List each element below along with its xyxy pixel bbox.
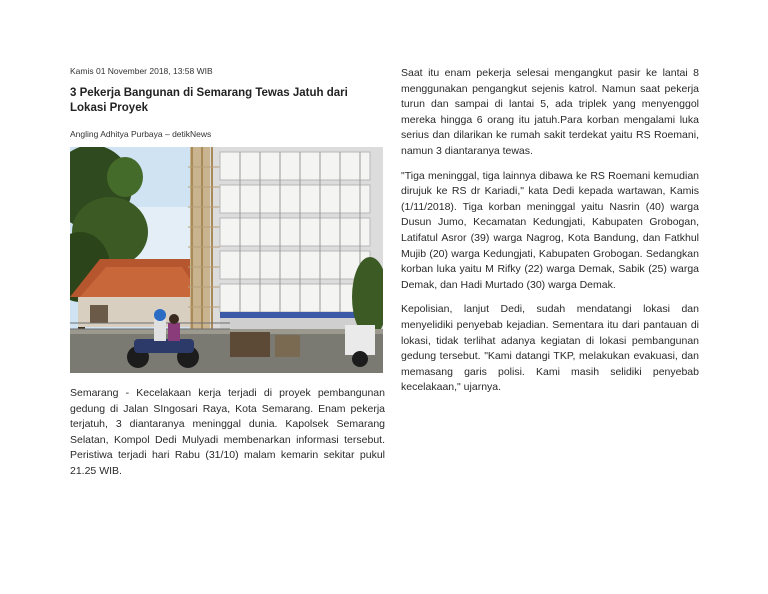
right-column (401, 66, 699, 405)
construction-building-photo (70, 147, 383, 373)
article-paragraph: "Tiga meninggal, tiga lainnya dibawa ke RS Roemani kemudian dirujuk ke RS dr Kariadi," kata Dedi kepada wartawan, Kamis (1/11/2018). Tiga korban meninggal yaitu Nasrin (40) warga Dusun Jumo, Kecamatan Kedungjati, Kabupaten Grobogan, Latifatul Asror (39) warga Nagrog, Kota Bandung, dan Fatkhul Mujib (20) warga Kedungjati, Kabupaten Grobogan. Sedangkan korban luka yaitu M Rifky (22) warga Demak, Sabik (25) warga Demak, dan Hadi Murtado (30) warga Demak. (401, 169, 699, 291)
article-byline: Angling Adhitya Purbaya – detikNews (70, 129, 212, 139)
left-column (70, 66, 385, 489)
article-title: 3 Pekerja Bangunan di Semarang Tewas Jatuh dari Lokasi Proyek (70, 87, 348, 114)
article-paragraph: Kepolisian, lanjut Dedi, sudah mendatangi lokasi dan menyelidiki penyebab kejadian. Sementara itu dari pantauan di lokasi, tidak terlihat adanya kegiatan di lokasi pembangunan gedung tersebut. "Kami datangi TKP, melakukan evakuasi, dan memasang garis polisi. Kami masih selidiki penyebab kecelakaan," ujarnya. (401, 303, 699, 394)
article-dateline: Kamis 01 November 2018, 13:58 WIB (70, 66, 213, 76)
article-paragraph: Semarang - Kecelakaan kerja terjadi di proyek pembangunan gedung di Jalan SIngosari Raya, Kota Semarang. Enam pekerja terjatuh, 3 diantaranya meninggal dunia. Kapolsek Semarang Selatan, Kompol Dedi Mulyadi membenarkan informasi tersebut. Peristiwa terjadi hari Rabu (31/10) malam kemarin sekitar pukul 21.25 WIB. (70, 387, 385, 477)
article-paragraph: Saat itu enam pekerja selesai mengangkut pasir ke lantai 8 menggunakan pengangkut sejenis katrol. Namun saat pekerja turun dan sampai di lantai 5, ada triplek yang menyenggol mereka hingga 6 orang itu jatuh.Para korban mengalami luka serius dan dilarikan ke rumah sakit terdekat yaitu RS Roemani, namun 3 diantaranya tewas. (401, 67, 699, 157)
